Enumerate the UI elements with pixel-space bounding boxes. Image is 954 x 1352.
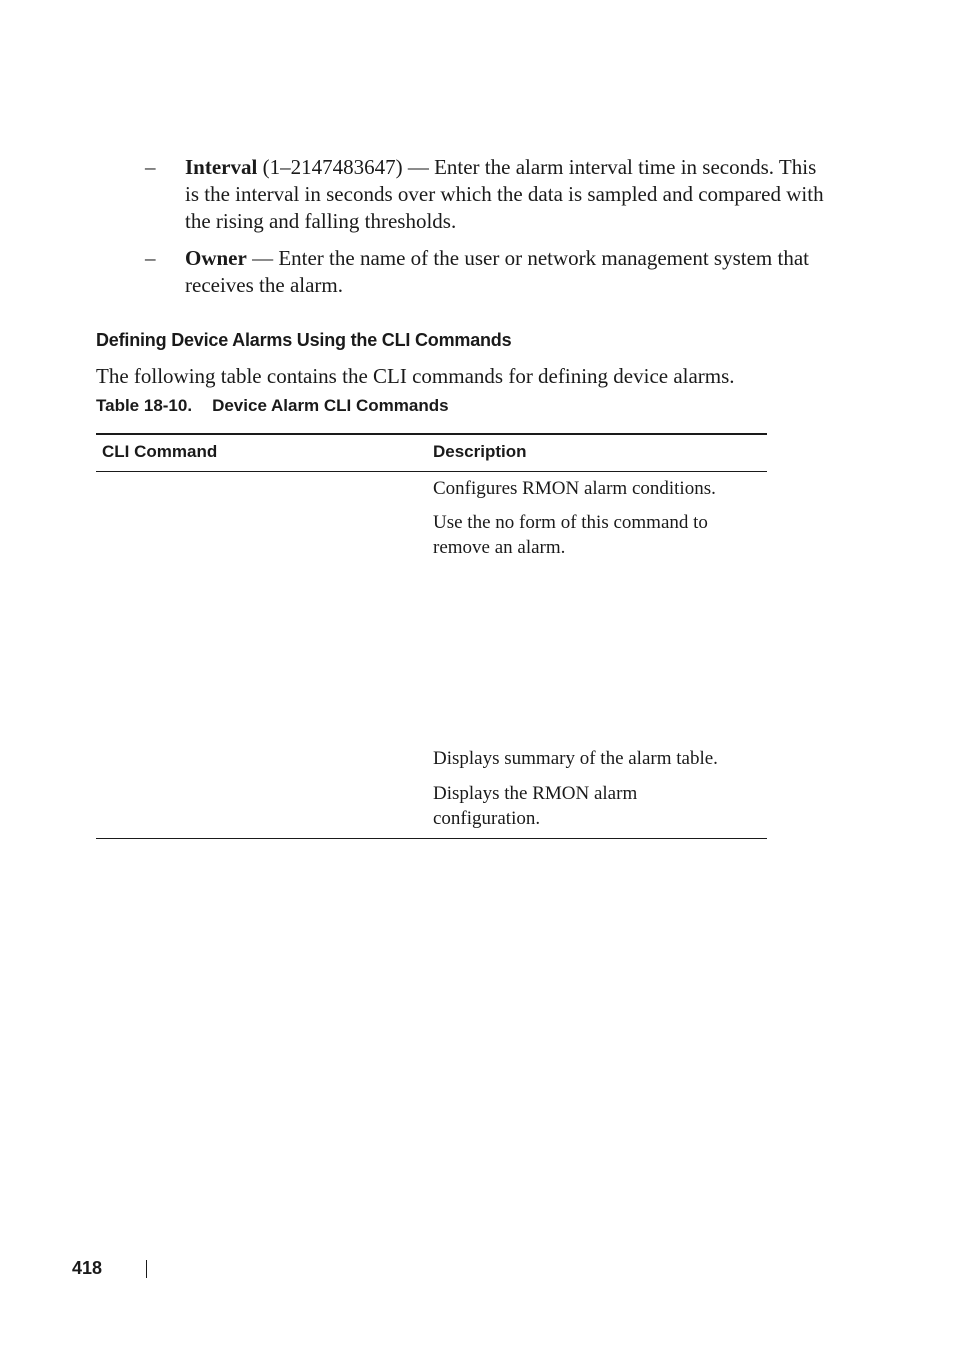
header-cli-command: CLI Command — [102, 442, 218, 461]
bullet-description: (1–2147483647) — Enter the alarm interval time in seconds. This is the interval in seconds over which the data is sampled and compared with the rising and falling thresholds. — [185, 155, 824, 233]
header-description: Description — [433, 442, 527, 461]
bullet-description: — Enter the name of the user or network management system that receives the alarm. — [185, 246, 809, 297]
table-header-row — [96, 435, 767, 472]
row-description: Displays the RMON alarm configuration. — [433, 783, 638, 829]
table-caption-title: Device Alarm CLI Commands — [212, 396, 449, 415]
row-description: Displays summary of the alarm table. — [433, 748, 718, 769]
cli-command-table — [96, 433, 767, 839]
table-caption-number: Table 18-10. — [96, 396, 193, 415]
bullet-marker: – — [145, 246, 156, 270]
bullet-interval — [185, 154, 835, 235]
bullet-term: Interval — [185, 155, 258, 179]
page-number: 418 — [72, 1258, 103, 1278]
bullet-term: Owner — [185, 246, 247, 270]
footer-divider — [146, 1260, 147, 1278]
intro-paragraph: The following table contains the CLI commands for defining device alarms. — [96, 364, 735, 388]
table-caption — [96, 394, 449, 418]
row-description: Use the no form of this command to remove an alarm. — [433, 512, 708, 558]
row-description: Configures RMON alarm conditions. — [433, 478, 716, 499]
bullet-owner — [185, 245, 835, 299]
section-heading: Defining Device Alarms Using the CLI Commands — [96, 330, 512, 350]
bullet-marker: – — [145, 155, 156, 179]
